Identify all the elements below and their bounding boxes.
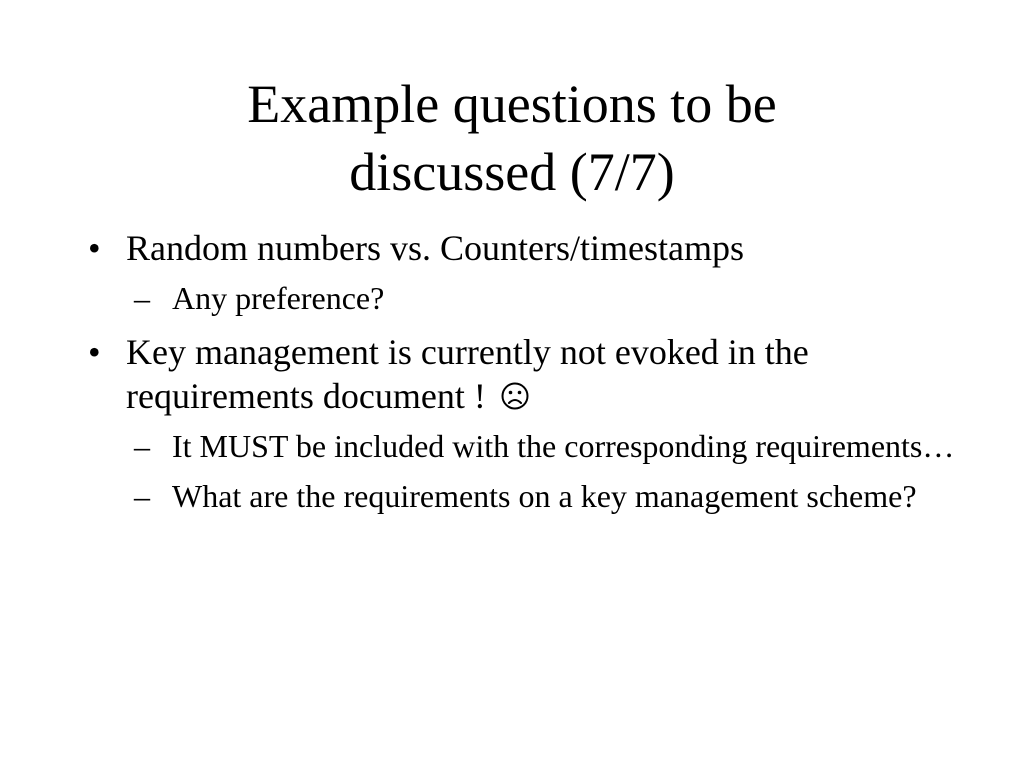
dash-glyph: – (134, 428, 150, 464)
bullet-item-key-management (88, 330, 968, 518)
slide-title (0, 70, 1024, 206)
bullet-text: Random numbers vs. Counters/timestamps (126, 228, 744, 268)
sub-bullet-item (126, 424, 968, 468)
bullet-glyph: • (88, 228, 101, 268)
bullet-glyph: • (88, 332, 101, 372)
title-line-2: discussed (7/7) (349, 142, 675, 202)
sub-bullet-text: Any preference? (172, 280, 385, 316)
frown-icon (501, 382, 529, 410)
sub-bullet-item (126, 474, 968, 518)
dash-glyph: – (134, 478, 150, 514)
bullet-list (88, 226, 968, 528)
title-line-1: Example questions to be (247, 74, 777, 134)
sub-bullet-list (126, 276, 968, 320)
sub-bullet-text: It MUST be included with the corresponding requirements… (172, 428, 955, 464)
bullet-text: Key management is currently not evoked in the requirements document ! (126, 332, 809, 416)
sub-bullet-item (126, 276, 968, 320)
dash-glyph: – (134, 280, 150, 316)
sub-bullet-list (126, 424, 968, 518)
bullet-item-random-numbers (88, 226, 968, 320)
sub-bullet-text: What are the requirements on a key management scheme? (172, 478, 917, 514)
